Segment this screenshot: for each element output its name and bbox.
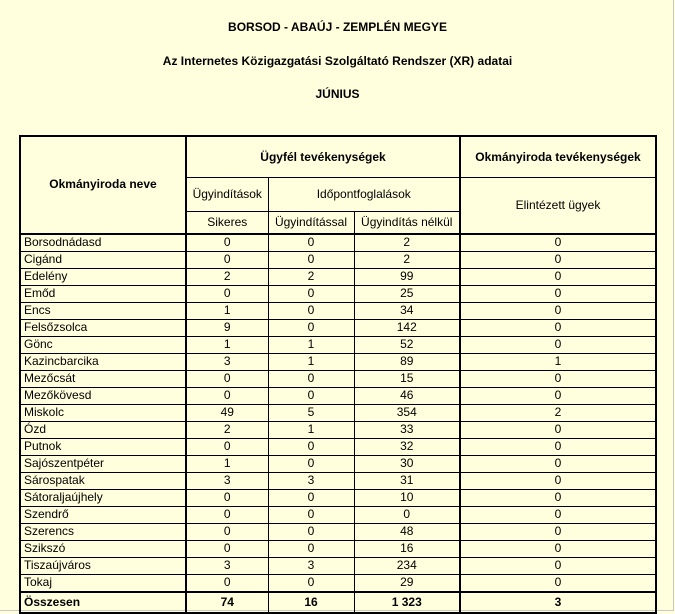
table-row [20,268,656,285]
with-case-start-cell: 0 [268,285,354,302]
successful-cell: 0 [186,540,268,557]
table-row [20,421,656,438]
without-case-start-cell: 30 [354,455,460,472]
without-case-start-cell: 10 [354,489,460,506]
successful-cell: 0 [186,370,268,387]
header-case-starts: Ügyindítások [186,178,268,212]
successful-cell: 0 [186,438,268,455]
office-name-cell: Sajószentpéter [20,455,186,472]
table-row [20,489,656,506]
completed-cell: 0 [460,387,656,404]
without-case-start-cell: 52 [354,336,460,353]
with-case-start-cell: 1 [268,353,354,370]
without-case-start-cell: 29 [354,574,460,592]
successful-cell: 2 [186,421,268,438]
completed-cell: 0 [460,421,656,438]
completed-cell: 0 [460,268,656,285]
with-case-start-cell: 0 [268,506,354,523]
with-case-start-cell: 3 [268,472,354,489]
table-row [20,455,656,472]
totals-with-case-start: 16 [268,592,354,613]
completed-cell: 0 [460,370,656,387]
table-row [20,506,656,523]
office-name-cell: Szikszó [20,540,186,557]
without-case-start-cell: 142 [354,319,460,336]
completed-cell: 0 [460,319,656,336]
totals-label: Összesen [20,592,186,613]
without-case-start-cell: 34 [354,302,460,319]
with-case-start-cell: 0 [268,540,354,557]
successful-cell: 2 [186,268,268,285]
table-row [20,404,656,421]
table-row [20,370,656,387]
completed-cell: 0 [460,523,656,540]
header-client-activities: Ügyfél tevékenységek [186,136,460,178]
header-without-case-start: Ügyindítás nélkül [354,212,460,234]
totals-completed: 3 [460,592,656,613]
office-name-cell: Tokaj [20,574,186,592]
successful-cell: 9 [186,319,268,336]
office-name-cell: Szerencs [20,523,186,540]
table-row [20,234,656,252]
successful-cell: 0 [186,574,268,592]
successful-cell: 0 [186,234,268,252]
with-case-start-cell: 0 [268,438,354,455]
office-name-cell: Felsőzsolca [20,319,186,336]
with-case-start-cell: 0 [268,319,354,336]
office-name-cell: Sárospatak [20,472,186,489]
table-row [20,523,656,540]
with-case-start-cell: 0 [268,455,354,472]
office-name-cell: Szendrő [20,506,186,523]
without-case-start-cell: 25 [354,285,460,302]
completed-cell: 0 [460,574,656,592]
without-case-start-cell: 234 [354,557,460,574]
office-name-cell: Tiszaújváros [20,557,186,574]
successful-cell: 49 [186,404,268,421]
without-case-start-cell: 46 [354,387,460,404]
office-name-cell: Miskolc [20,404,186,421]
office-name-cell: Encs [20,302,186,319]
with-case-start-cell: 0 [268,489,354,506]
office-name-cell: Borsodnádasd [20,234,186,252]
table-row [20,302,656,319]
completed-cell: 0 [460,285,656,302]
without-case-start-cell: 2 [354,234,460,252]
header-office-activities: Okmányiroda tevékenységek [460,136,656,178]
successful-cell: 3 [186,353,268,370]
without-case-start-cell: 33 [354,421,460,438]
without-case-start-cell: 89 [354,353,460,370]
without-case-start-cell: 2 [354,251,460,268]
table-row [20,353,656,370]
successful-cell: 1 [186,455,268,472]
successful-cell: 0 [186,523,268,540]
totals-row [20,592,656,613]
with-case-start-cell: 2 [268,268,354,285]
with-case-start-cell: 0 [268,523,354,540]
office-name-cell: Kazincbarcika [20,353,186,370]
without-case-start-cell: 15 [354,370,460,387]
without-case-start-cell: 16 [354,540,460,557]
with-case-start-cell: 1 [268,336,354,353]
with-case-start-cell: 5 [268,404,354,421]
completed-cell: 0 [460,557,656,574]
completed-cell: 2 [460,404,656,421]
county-title: BORSOD - ABAÚJ - ZEMPLÉN MEGYE [228,20,447,34]
successful-cell: 1 [186,302,268,319]
totals-without-case-start: 1 323 [354,592,460,613]
office-name-cell: Ózd [20,421,186,438]
completed-cell: 0 [460,302,656,319]
with-case-start-cell: 0 [268,387,354,404]
successful-cell: 1 [186,336,268,353]
successful-cell: 0 [186,489,268,506]
without-case-start-cell: 48 [354,523,460,540]
office-name-cell: Edelény [20,268,186,285]
successful-cell: 3 [186,472,268,489]
header-office-name: Okmányiroda neve [20,136,186,234]
table-row [20,285,656,302]
table-row [20,557,656,574]
completed-cell: 0 [460,251,656,268]
header-with-case-start: Ügyindítással [268,212,354,234]
header-successful: Sikeres [186,212,268,234]
successful-cell: 0 [186,387,268,404]
office-name-cell: Emőd [20,285,186,302]
completed-cell: 0 [460,506,656,523]
without-case-start-cell: 31 [354,472,460,489]
with-case-start-cell: 0 [268,302,354,319]
table-header [20,136,656,234]
table-row [20,319,656,336]
with-case-start-cell: 3 [268,557,354,574]
office-name-cell: Mezőkövesd [20,387,186,404]
completed-cell: 0 [460,472,656,489]
completed-cell: 0 [460,336,656,353]
office-name-cell: Gönc [20,336,186,353]
without-case-start-cell: 0 [354,506,460,523]
table-body [20,234,656,592]
successful-cell: 3 [186,557,268,574]
office-name-cell: Mezőcsát [20,370,186,387]
with-case-start-cell: 1 [268,421,354,438]
table-row [20,251,656,268]
completed-cell: 0 [460,489,656,506]
office-name-cell: Putnok [20,438,186,455]
completed-cell: 0 [460,540,656,557]
table-row [20,438,656,455]
successful-cell: 0 [186,506,268,523]
totals-successful: 74 [186,592,268,613]
with-case-start-cell: 0 [268,234,354,252]
completed-cell: 1 [460,353,656,370]
completed-cell: 0 [460,438,656,455]
header-completed-cases: Elintézett ügyek [460,178,656,234]
statistics-table [19,135,657,614]
table-row [20,472,656,489]
with-case-start-cell: 0 [268,574,354,592]
header-appointments: Időpontfoglalások [268,178,460,212]
table-row [20,336,656,353]
without-case-start-cell: 32 [354,438,460,455]
report-month: JÚNIUS [315,87,360,101]
with-case-start-cell: 0 [268,370,354,387]
report-subtitle: Az Internetes Közigazgatási Szolgáltató Rendszer (XR) adatai [162,54,513,68]
office-name-cell: Sátoraljaújhely [20,489,186,506]
successful-cell: 0 [186,285,268,302]
table-row [20,540,656,557]
table-row [20,574,656,592]
with-case-start-cell: 0 [268,251,354,268]
successful-cell: 0 [186,251,268,268]
without-case-start-cell: 99 [354,268,460,285]
table-row [20,387,656,404]
completed-cell: 0 [460,455,656,472]
office-name-cell: Cigánd [20,251,186,268]
without-case-start-cell: 354 [354,404,460,421]
completed-cell: 0 [460,234,656,252]
